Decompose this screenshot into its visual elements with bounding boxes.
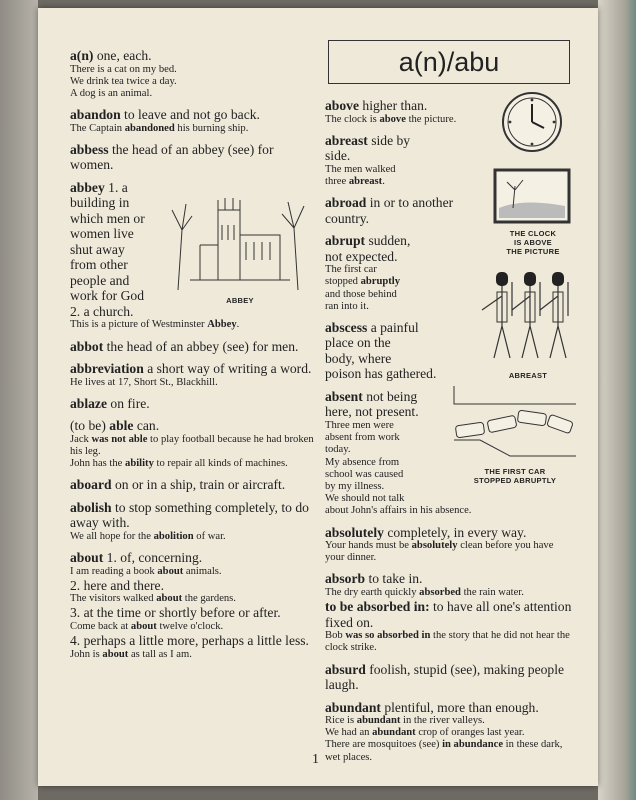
headword: aboard: [70, 477, 112, 493]
headword: absent: [325, 388, 363, 404]
headword: abbreviation: [70, 361, 144, 377]
clock-illustration: [500, 90, 564, 159]
picture-frame-icon: [493, 168, 571, 224]
definition: foolish, stupid (see), making people laugh.: [325, 661, 565, 693]
headword: abreast: [325, 132, 368, 148]
entry-absolutely: absolutely completely, in every way. Your hands must be absolutely clean before you have your dinner.: [325, 524, 554, 564]
page-number: 1: [312, 752, 319, 767]
example: He lives at 17, Short St., Blackhill.: [70, 376, 218, 388]
headword: abbot: [70, 338, 104, 354]
entry-absorb: absorb to take in. The dry earth quickly absorbed the rain water. to be absorbed in: to have all one's attention fixed on. Bob was so absorbed in the story that he did not hear the clock strike.: [325, 571, 572, 654]
soldiers-icon: [478, 266, 578, 366]
definition: plentiful, more than enough.: [384, 699, 539, 715]
entry-about: about 1. of, concerning. I am reading a book about animals. 2. here and there. The visitors walked about the gardens. 3. at the time or shortly before or after. Come back at about twelve o'clock. 4. perhaps a little more, perhaps a little less. John is about as tall as I am.: [70, 550, 309, 660]
clock-icon: [500, 90, 564, 154]
example: There is a cat on my bed. We drink tea twice a day. A dog is an animal.: [70, 63, 177, 99]
headword: abrupt: [325, 233, 366, 249]
headword: absurd: [325, 661, 366, 677]
entry-ablaze: [70, 396, 320, 412]
example: This is a picture of Westminster Abbey.: [70, 319, 240, 331]
abreast-illustration: ABREAST: [478, 266, 578, 380]
headword: absorb: [325, 571, 366, 587]
entry-abbot: [70, 339, 320, 355]
dictionary-page: [38, 8, 598, 786]
entry-abolish: [70, 500, 320, 543]
headword: able: [109, 418, 134, 434]
entry-abbey: abbey 1. a building in which men or women live shut away from other people and work for God 2. a church. This is a picture of Westminster Abbey. ABBEY: [70, 180, 320, 332]
headword: above: [325, 98, 359, 113]
entry-abrupt: abrupt sudden, not expected. The first car stopped abruptly and those behind ran into it.: [325, 233, 411, 312]
definition: completely, in every way.: [387, 524, 527, 540]
headword: abscess: [325, 319, 368, 335]
entry-absent: absent not being here, not present. Three men were absent from work today. My absence from school was caused by my illness. We should not talk about John's affairs in his absence.: [325, 388, 472, 517]
headword: abolish: [70, 499, 112, 515]
example: John has the ability to repair all kinds of machines.: [70, 458, 288, 470]
headword: ablaze: [70, 395, 107, 411]
definition: on fire.: [110, 395, 150, 411]
example: We all hope for the abolition of war.: [70, 530, 226, 542]
definition: can.: [136, 418, 160, 434]
entry-abbess: [70, 142, 320, 173]
left-column: [70, 48, 320, 668]
entry-aboard: [70, 477, 320, 493]
entry-abroad: [325, 195, 475, 226]
headword: abroad: [325, 195, 367, 211]
headword: abandon: [70, 107, 121, 123]
book-cover-left: [0, 0, 38, 800]
headword: absolutely: [325, 524, 384, 540]
headword: abbess: [70, 141, 109, 157]
definition: one, each.: [96, 48, 152, 63]
example: Jack was not able to play football because he had broken his leg.: [70, 433, 314, 457]
abbey-illustration: [170, 190, 310, 309]
definition: higher than.: [362, 98, 428, 113]
entry-abscess: abscess a painful place on the body, where poison has gathered.: [325, 319, 437, 382]
definition: to stop something completely, to do away with.: [70, 499, 309, 531]
definition: a short way of writing a word.: [147, 361, 312, 377]
picture-illustration: THE CLOCK IS ABOVE THE PICTURE: [493, 168, 573, 256]
entry-absurd: [325, 662, 573, 693]
definition: on or in a ship, train or aircraft.: [114, 477, 286, 493]
example: The Captain abandoned his burning ship.: [70, 122, 249, 134]
page-title: a(n)/abu: [328, 40, 570, 84]
headword: abbey: [70, 179, 105, 195]
abbey-caption: ABBEY: [226, 296, 254, 306]
definition: the head of an abbey (see) for men.: [106, 338, 299, 354]
car-illustration: THE FIRST CAR STOPPED ABRUPTLY: [450, 384, 580, 485]
definition: to take in.: [368, 571, 423, 587]
definition: the head of an abbey (see) for women.: [70, 141, 274, 173]
definition: in or to another country.: [325, 195, 454, 226]
cars-icon: [450, 384, 580, 462]
entry-able: (to be) able can. Jack was not able to play football because he had broken his leg. John has the ability to repair all kinds of machines.: [70, 418, 320, 470]
definition: to leave and not go back.: [124, 107, 260, 123]
entry-abundant: abundant plentiful, more than enough. Rice is abundant in the river valleys. We had an abundant crop of oranges last year. There are mosquitoes (see) in abundance in these dark, wet places.: [325, 699, 563, 763]
entry-abandon: [70, 107, 320, 135]
headword: a(n): [70, 48, 94, 63]
example: The clock is above the picture.: [325, 113, 457, 125]
headword: about: [70, 550, 104, 566]
entry-an: [70, 48, 320, 100]
book-cover-right: [598, 0, 636, 800]
entry-abbreviation: [70, 361, 320, 389]
entry-abreast: abreast side by side. The men walked three abreast.: [325, 132, 411, 187]
headword: abundant: [325, 699, 381, 715]
